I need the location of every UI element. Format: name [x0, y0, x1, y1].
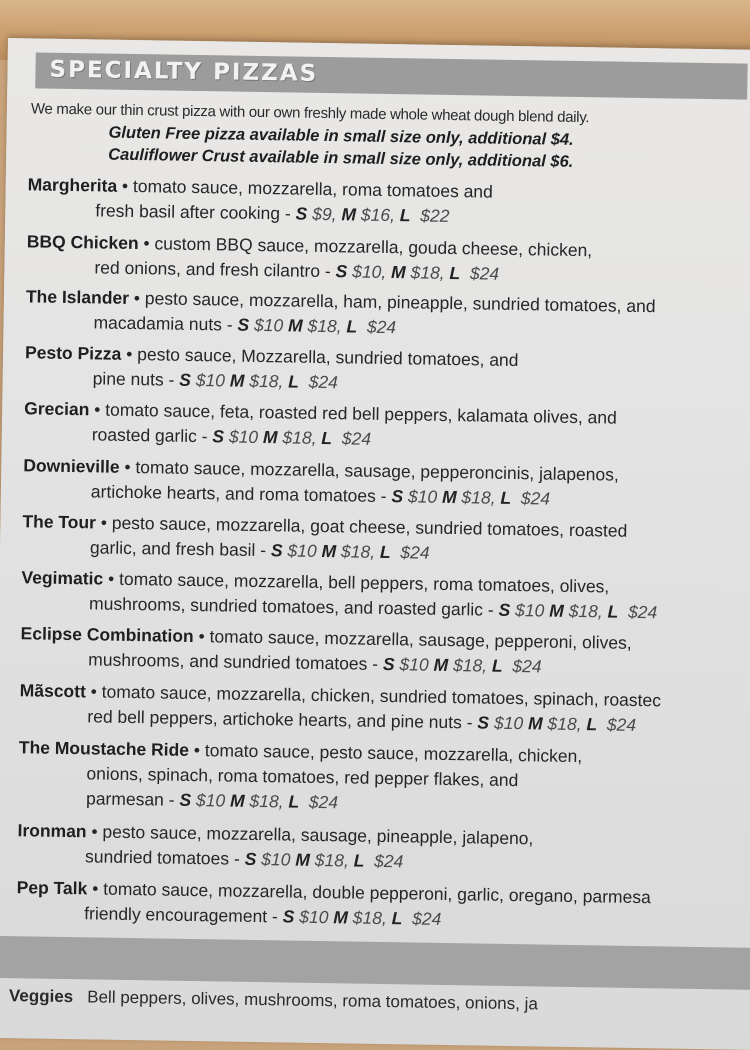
price-small: $10	[493, 712, 524, 734]
pizza-description-cont: parmesan -	[85, 788, 180, 810]
pizza-item	[17, 818, 750, 880]
section-title: SPECIALTY PIZZAS	[49, 56, 319, 87]
pizza-description: • tomato sauce, mozzarella, bell peppers, roma tomatoes, olives,	[103, 568, 610, 597]
pizza-description: • pesto sauce, mozzarella, sausage, pineapple, jalapeno,	[86, 821, 534, 849]
size-large-label: L	[449, 262, 461, 284]
veggies-text: Bell peppers, olives, mushrooms, roma tomatoes, onions, ja	[87, 987, 539, 1014]
price-small: $10	[195, 790, 226, 811]
pizza-name: The Islander	[25, 286, 130, 308]
intro-text: We make our thin crust pizza with our own freshly made whole wheat dough blend daily.	[30, 100, 590, 127]
gluten-free-note: Gluten Free pizza available in small size only, additional $4.	[108, 123, 574, 149]
pizza-description: • pesto sauce, mozzarella, ham, pineapple, sundried tomatoes, and	[128, 287, 656, 317]
pizza-item	[20, 621, 750, 683]
price-small: $10	[514, 600, 545, 621]
size-large-label: L	[288, 371, 300, 392]
menu-page	[0, 38, 750, 1050]
pizza-description: • tomato sauce, mozzarella, double pepperoni, garlic, oregano, parmesa	[87, 878, 651, 908]
price-medium: $18,	[314, 849, 349, 871]
veggies-label: Veggies	[8, 986, 74, 1007]
size-medium-label: M	[390, 262, 406, 283]
price-medium: $18,	[568, 600, 603, 622]
pizza-name: Ironman	[17, 820, 87, 842]
pizza-item	[19, 678, 750, 740]
size-small-label: S	[335, 261, 348, 282]
size-large-label: L	[288, 791, 300, 812]
size-large-label: L	[491, 655, 503, 676]
pizza-description-cont: mushrooms, sundried tomatoes, and roasted garlic -	[88, 593, 499, 620]
price-large: $24	[606, 714, 637, 735]
price-large: $24	[520, 488, 551, 509]
size-small-label: S	[382, 653, 395, 675]
pizza-item	[23, 453, 750, 515]
pizza-description: • tomato sauce, feta, roasted red bell peppers, kalamata olives, and	[89, 399, 618, 428]
pizza-description-cont: artichoke hearts, and roma tomatoes -	[90, 481, 392, 507]
pizza-name: Mãscott	[19, 680, 87, 702]
size-small-label: S	[179, 369, 192, 390]
price-large: $24	[366, 316, 397, 338]
pizza-description: • tomato sauce, mozzarella, sausage, pepperoncinis, jalapenos,	[119, 456, 619, 485]
size-large-label: L	[500, 487, 512, 508]
price-small: $10	[399, 654, 429, 675]
pizza-item	[22, 509, 750, 571]
size-medium-label: M	[527, 713, 543, 734]
size-small-label: S	[498, 599, 511, 620]
size-large-label: L	[399, 205, 411, 226]
pizza-item	[24, 340, 750, 402]
price-medium: $18,	[249, 790, 284, 812]
size-medium-label: M	[549, 600, 564, 621]
size-small-label: S	[179, 789, 192, 810]
size-large-label: L	[607, 601, 619, 622]
pizza-description: • tomato sauce, mozzarella, roma tomatoes and	[117, 175, 494, 202]
pizza-description-cont: fresh basil after cooking -	[95, 200, 296, 224]
pizza-description-cont: red onions, and fresh cilantro -	[94, 257, 336, 282]
pizza-name: Pep Talk	[16, 877, 88, 899]
pizza-description-cont: friendly encouragement -	[84, 903, 283, 927]
price-large: $24	[400, 542, 430, 563]
pizza-description-cont: red bell peppers, artichoke hearts, and pine nuts -	[87, 706, 478, 733]
price-medium: $18,	[547, 713, 582, 735]
pizza-name: Eclipse Combination	[20, 623, 194, 646]
pizza-description: • pesto sauce, mozzarella, goat cheese, sundried tomatoes, roasted	[95, 512, 628, 541]
price-medium: $18,	[461, 487, 496, 508]
price-large: $24	[308, 371, 339, 393]
size-medium-label: M	[433, 654, 449, 675]
pizza-item	[27, 172, 750, 234]
price-small: $10	[253, 314, 284, 336]
section-banner	[35, 52, 747, 99]
pizza-item	[21, 565, 750, 627]
cauliflower-note: Cauliflower Crust available in small size only, additional $6.	[108, 145, 574, 171]
veggies-row	[9, 986, 538, 1014]
price-medium: $16,	[360, 204, 396, 226]
price-small: $10	[228, 426, 259, 447]
pizza-name: The Tour	[22, 511, 97, 533]
price-large: $24	[308, 791, 339, 813]
size-medium-label: M	[262, 427, 278, 448]
size-medium-label: M	[229, 790, 245, 811]
price-small: $10	[195, 369, 226, 391]
price-large: $24	[341, 428, 372, 449]
price-large: $22	[420, 205, 450, 226]
price-medium: $18,	[249, 370, 284, 392]
pizza-item	[16, 875, 750, 937]
size-small-label: S	[270, 540, 283, 561]
pizza-description-cont: roasted garlic -	[91, 424, 213, 447]
pizza-name: Pesto Pizza	[24, 342, 122, 364]
pizza-item	[25, 284, 750, 346]
pizza-name: Downieville	[23, 455, 120, 477]
price-small: $10	[287, 540, 317, 561]
pizza-description: • tomato sauce, mozzarella, sausage, pepperoni, olives,	[193, 625, 632, 653]
size-small-label: S	[477, 712, 490, 733]
pizza-item	[24, 396, 750, 458]
pizza-description-cont: macadamia nuts -	[93, 312, 238, 335]
pizza-description-cont: onions, spinach, roma tomatoes, red pepper flakes, and	[86, 763, 519, 791]
size-large-label: L	[321, 427, 333, 449]
price-large: $24	[627, 601, 658, 623]
pizza-description-cont: garlic, and fresh basil -	[89, 537, 272, 561]
size-medium-label: M	[321, 540, 337, 562]
size-large-label: L	[346, 316, 358, 337]
price-medium: $18,	[307, 315, 342, 337]
size-small-label: S	[212, 426, 225, 447]
pizza-name: The Moustache Ride	[18, 737, 190, 760]
price-medium: $18,	[452, 655, 488, 676]
price-medium: $18,	[410, 262, 445, 283]
price-small: $10,	[352, 261, 387, 282]
size-small-label: S	[282, 906, 295, 927]
pizza-name: BBQ Chicken	[26, 231, 139, 254]
size-small-label: S	[295, 203, 308, 224]
size-large-label: L	[353, 850, 365, 871]
price-small: $10	[299, 906, 329, 928]
price-medium: $18,	[352, 907, 387, 929]
price-large: $24	[512, 656, 542, 677]
size-medium-label: M	[287, 315, 303, 336]
pizza-item	[26, 229, 750, 291]
price-large: $24	[469, 263, 500, 284]
price-medium: $18,	[282, 427, 317, 448]
size-large-label: L	[391, 908, 403, 929]
size-small-label: S	[391, 486, 404, 507]
price-medium: $18,	[340, 541, 376, 562]
size-medium-label: M	[229, 370, 245, 391]
price-large: $24	[373, 850, 404, 872]
pizza-description: • custom BBQ sauce, mozzarella, gouda cheese, chicken,	[138, 233, 593, 261]
pizza-description-cont: sundried tomatoes -	[84, 846, 245, 869]
price-large: $24	[411, 908, 442, 929]
pizza-item	[18, 735, 750, 822]
pizza-description: • tomato sauce, mozzarella, chicken, sundried tomatoes, spinach, roastec	[85, 681, 662, 711]
size-medium-label: M	[441, 486, 457, 508]
size-large-label: L	[379, 541, 391, 563]
pizza-description-cont: mushrooms, and sundried tomatoes -	[88, 649, 384, 674]
size-large-label: L	[586, 714, 598, 735]
size-medium-label: M	[333, 907, 349, 928]
pizza-description-cont: pine nuts -	[92, 368, 180, 390]
pizza-description: • pesto sauce, Mozzarella, sundried tomatoes, and	[121, 343, 519, 371]
pizza-name: Vegimatic	[21, 567, 104, 589]
section-divider	[0, 936, 750, 990]
pizza-name: Grecian	[24, 398, 90, 420]
size-medium-label: M	[295, 849, 311, 870]
size-small-label: S	[237, 314, 250, 335]
price-small: $9,	[312, 203, 337, 225]
pizza-description: • tomato sauce, pesto sauce, mozzarella, chicken,	[188, 739, 583, 767]
size-small-label: S	[244, 848, 257, 870]
pizza-name: Margherita	[27, 174, 118, 196]
price-small: $10	[407, 486, 438, 507]
price-small: $10	[261, 849, 291, 870]
size-medium-label: M	[341, 204, 357, 225]
